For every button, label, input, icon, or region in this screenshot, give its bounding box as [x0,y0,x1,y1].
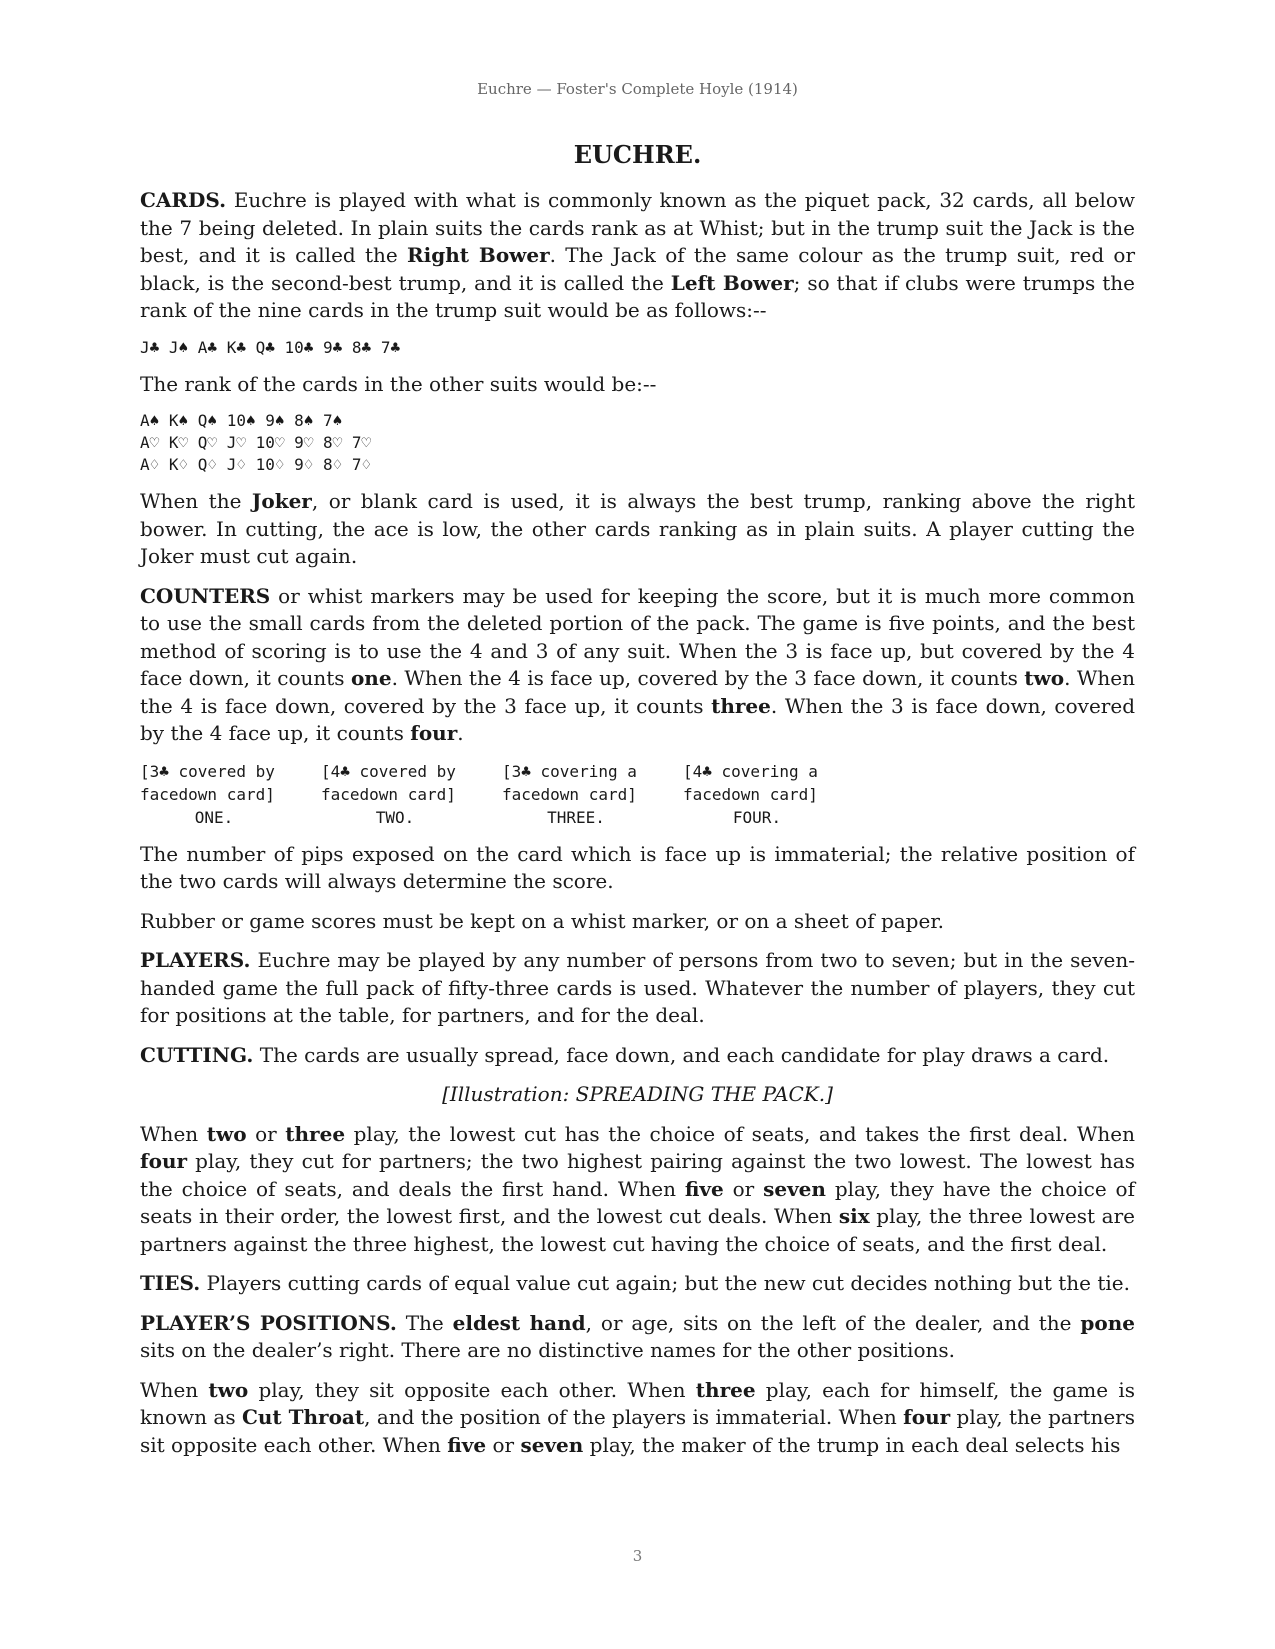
text-run: or [246,1121,286,1146]
section-lead-cards: CARDS. [140,188,227,212]
term-cut-throat: Cut Throat [241,1405,365,1429]
paragraph-cards [140,187,1135,325]
hearts-rank-line: A♡ K♡ Q♡ J♡ 10♡ 9♡ 8♡ 7♡ [140,433,372,452]
score-label: FOUR. [732,807,782,827]
term-bold: three [285,1121,346,1146]
term-bold: five [447,1432,487,1457]
text-run: When [140,1377,209,1402]
paragraph-when-play [140,1121,1135,1259]
text-run: play, they have the choice of seats in their order, the lowest first, and the lowest cut deals. When [140,1176,1135,1228]
term-bold: four [140,1149,188,1173]
trump-rank-line: J♣ J♠ A♣ K♣ Q♣ 10♣ 9♣ 8♣ 7♣ [140,337,401,357]
score-desc-line: [3♣ covered by [140,761,275,781]
text-run: The [396,1310,453,1335]
term-four: four [410,721,458,745]
term-bold: two [206,1121,247,1146]
text-run: . The Jack of the same colour as the trump suit, red or black, is the second-best trump, and it is called the [140,243,1136,295]
diamonds-rank-line: A♢ K♢ Q♢ J♢ 10♢ 9♢ 8♢ 7♢ [140,455,372,474]
text-run: play, the maker of the trump in each deal selects his [583,1432,1121,1457]
text-run: The cards are usually spread, face down, and each candidate for play draws a card. [253,1042,1110,1067]
term-bold: four [903,1405,951,1429]
term-bold: seven [763,1176,826,1201]
term-bold: two [208,1377,249,1402]
paragraph-ties [140,1270,1135,1298]
paragraph-seating [140,1377,1135,1460]
score-label: THREE. [547,807,605,827]
term-one: one [350,666,392,690]
text-run: When [140,1121,207,1146]
section-lead-cutting: CUTTING. [140,1042,254,1067]
score-entry-two [321,760,502,829]
paragraph-other-suits: The rank of the cards in the other suits would be:-- [140,371,657,396]
section-lead-counters: COUNTERS [140,583,271,608]
score-label: ONE. [194,807,234,827]
chapter-title: EUCHRE. [573,140,702,169]
paragraph-counters [140,583,1135,748]
text-run: , and the position of the players is immaterial. When [364,1405,904,1429]
score-desc-line: [3♣ covering a [502,761,637,781]
page-number: 3 [632,1547,643,1565]
page-content [140,138,1135,1471]
score-label: TWO. [375,807,415,827]
score-entry-one [140,760,321,829]
term-left-bower: Left Bower [670,270,794,295]
score-desc-line: [4♣ covered by [321,761,456,781]
score-desc-line: facedown card] [683,784,818,804]
text-run: play, each for himself, the game is known as [140,1377,1135,1429]
text-run: or [723,1176,764,1201]
term-two: two [1024,666,1065,690]
term-right-bower: Right Bower [407,243,550,267]
trump-rank-list [140,337,1135,359]
term-eldest-hand: eldest hand [452,1310,586,1335]
text-run: , or age, sits on the left of the dealer, and the [585,1310,1081,1335]
paragraph-rubber: Rubber or game scores must be kept on a whist marker, or on a sheet of paper. [140,908,945,933]
text-run: play, they sit opposite each other. When [248,1377,696,1402]
section-lead-players: PLAYERS. [140,948,251,972]
text-run: or whist markers may be used for keeping the score, but it is much more common to use the small cards from the deleted portion of the pack. The game is five points, and the best method of scoring is to use the 4 and 3 of any suit. When the 3 is face up, but covered by the 4 face down, it counts [140,583,1135,690]
text-run: . When the 4 is face up, covered by the 3 face down, it counts [391,666,1025,690]
text-run: play, the three lowest are partners against the three highest, the lowest cut having the choice of seats, and the first deal. [140,1204,1135,1256]
text-run: . When the 4 is face down, covered by the 3 face up, it counts [140,666,1136,718]
section-lead-positions: PLAYER’S POSITIONS. [140,1310,397,1335]
score-entry-four [683,760,864,829]
score-desc-line: facedown card] [502,784,637,804]
score-desc-line: facedown card] [140,784,275,804]
spades-rank-line: A♠ K♠ Q♠ 10♠ 9♠ 8♠ 7♠ [140,411,343,430]
term-bold: five [684,1176,724,1201]
section-lead-ties: TIES. [140,1271,201,1295]
paragraph-players [140,947,1135,1030]
text-run: Euchre is played with what is commonly known as the piquet pack, 32 cards, all below the 7 being deleted. In plain suits the cards rank as at Whist; but in the trump suit the Jack is the best, and it is called the [140,188,1135,267]
term-three: three [711,693,771,718]
text-run: play, they cut for partners; the two highest pairing against the two lowest. The lowest has the choice of seats, and deals the first hand. When [140,1149,1135,1201]
score-desc-line: [4♣ covering a [683,761,818,781]
text-run: Euchre may be played by any number of persons from two to seven; but in the seven-handed game the full pack of fifty-three cards is used. Whatever the number of players, they cut for positions at the table, for partners, and for the deal. [140,948,1135,1027]
term-bold: seven [520,1432,584,1457]
running-head: Euchre — Foster's Complete Hoyle (1914) [477,80,798,98]
paragraph-pips: The number of pips exposed on the card which is face up is immaterial; the relative position of the two cards will always determine the score. [140,841,1135,893]
text-run: Players cutting cards of equal value cut again; but the new cut decides nothing but the tie. [200,1271,1130,1295]
score-entry-three [502,760,683,829]
paragraph-cutting [140,1042,1135,1070]
term-bold: six [838,1204,870,1228]
term-bold: three [695,1377,756,1402]
illustration-caption: [Illustration: SPREADING THE PACK.] [442,1082,833,1106]
other-suits-rank-list [140,410,1135,476]
score-table [140,760,1135,829]
paragraph-joker [140,488,1135,571]
score-desc-line: facedown card] [321,784,456,804]
text-run: . [457,721,464,745]
paragraph-positions [140,1310,1135,1365]
text-run: When the [140,489,252,513]
text-run: or [486,1432,521,1457]
term-pone: pone [1080,1310,1135,1335]
text-run: , or blank card is used, it is always the best trump, ranking above the right bower. In cutting, the ace is low, the other cards ranking as in plain suits. A player cutting the Joker must cut again. [140,489,1135,568]
term-joker: Joker [251,489,312,513]
text-run: sits on the dealer’s right. There are no distinctive names for the other positions. [140,1338,955,1362]
text-run: play, the lowest cut has the choice of seats, and takes the first deal. When [345,1121,1135,1146]
text-run: . When the 3 is face down, covered by the 4 face up, it counts [140,693,1136,745]
text-run: ; so that if clubs were trumps the rank of the nine cards in the trump suit would be as follows:-- [140,270,1135,322]
text-run: play, the partners sit opposite each other. When [140,1405,1135,1457]
